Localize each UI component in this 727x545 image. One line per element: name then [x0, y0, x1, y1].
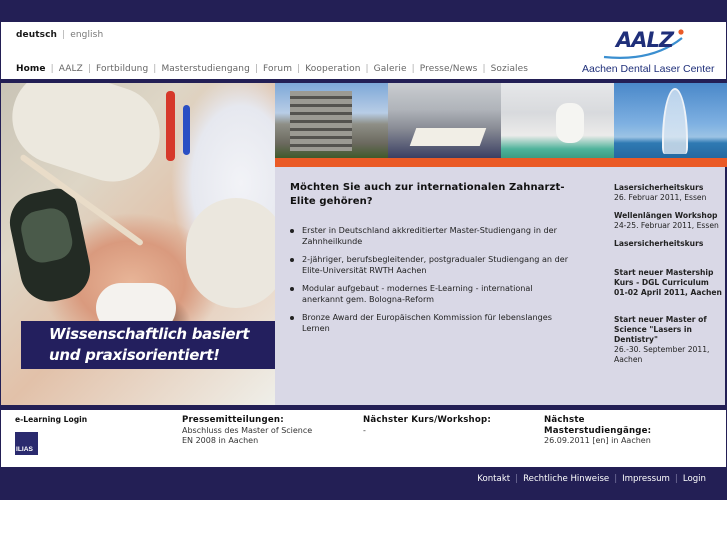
- orange-band: [275, 158, 727, 167]
- footer-nav: [477, 474, 706, 484]
- separator: |: [614, 474, 618, 484]
- language-switcher: [16, 30, 103, 40]
- course-title: Lasersicherheitskurs: [614, 183, 704, 192]
- building-photo: [275, 83, 388, 158]
- benefit-item: Bronze Award der Europäischen Kommission für lebenslanges Lernen: [290, 312, 570, 334]
- next-master-heading-2: Masterstudiengänge:: [544, 425, 652, 436]
- nav-aalz[interactable]: AALZ: [58, 64, 83, 74]
- next-course-heading: Nächster Kurs/Workshop:: [363, 415, 491, 425]
- header: [1, 22, 726, 79]
- next-master-section: [544, 415, 651, 447]
- main-nav: [16, 64, 528, 74]
- course-detail: 26. Februar 2011, Essen: [614, 193, 707, 202]
- press-heading: Pressemitteilungen:: [182, 415, 284, 425]
- separator: |: [674, 474, 678, 484]
- pen-shape: [166, 91, 175, 161]
- hero-content: [275, 167, 727, 405]
- nav-presse-news[interactable]: Presse/News: [419, 64, 478, 74]
- separator: |: [515, 474, 519, 484]
- next-master-value[interactable]: 26.09.2011 [en] in Aachen: [544, 436, 651, 445]
- separator: |: [87, 64, 92, 74]
- course-detail: 26.-30. September 2011, Aachen: [614, 345, 710, 364]
- meeting-photo: [388, 83, 501, 158]
- elearning-heading[interactable]: e-Learning Login: [15, 415, 88, 424]
- info-bar: [1, 410, 726, 467]
- footer-link-login[interactable]: Login: [682, 474, 706, 484]
- course-item[interactable]: [614, 183, 724, 203]
- course-item[interactable]: [614, 315, 724, 365]
- course-title: Wellenlängen Workshop: [614, 211, 718, 220]
- separator: |: [50, 64, 54, 74]
- separator: |: [153, 64, 157, 74]
- logo-letters: AALZ: [616, 28, 674, 52]
- glove-shape: [1, 83, 172, 194]
- benefit-item: Modular aufgebaut - modernes E-Learning - international anerkannt gem. Bologna-Reform: [290, 283, 570, 305]
- nav-galerie[interactable]: Galerie: [373, 64, 407, 74]
- separator: |: [365, 64, 369, 74]
- hero-headline: Möchten Sie auch zur internationalen Zahnarzt-Elite gehören?: [290, 182, 565, 207]
- footer-link-rechtliche-hinweise[interactable]: Rechtliche Hinweise: [523, 474, 610, 484]
- dental-treatment-photo: [1, 83, 275, 405]
- glove-shape: [186, 198, 275, 308]
- next-course-section: [363, 415, 491, 436]
- ilias-login-badge[interactable]: ILIAS: [15, 432, 38, 455]
- pen-shape: [183, 105, 190, 155]
- hero: [1, 83, 727, 405]
- nav-fortbildung[interactable]: Fortbildung: [96, 64, 149, 74]
- nav-soziales[interactable]: Soziales: [490, 64, 529, 74]
- course-title: Lasersicherheitskurs: [614, 239, 704, 248]
- main-copy: [290, 181, 590, 341]
- separator: |: [482, 64, 486, 74]
- nav-forum[interactable]: Forum: [263, 64, 293, 74]
- logo-tagline: Aachen Dental Laser Center: [582, 63, 715, 75]
- photo-strip: [275, 83, 727, 158]
- course-item[interactable]: [614, 211, 724, 231]
- logo-mark: [582, 26, 712, 58]
- aalz-logo[interactable]: [582, 26, 715, 76]
- slogan-line-2: und praxisorientiert!: [49, 346, 220, 364]
- course-item[interactable]: [614, 268, 724, 298]
- next-course-value: -: [363, 425, 366, 435]
- slogan-banner: [21, 321, 275, 369]
- press-link[interactable]: [182, 426, 312, 447]
- separator: |: [411, 64, 415, 74]
- course-title: Start neuer Master of Science "Lasers in Dentistry": [614, 315, 707, 344]
- benefit-item: Erster in Deutschland akkreditierter Master-Studiengang in der Zahnheilkunde: [290, 225, 570, 247]
- press-line-2: EN 2008 in Aachen: [182, 436, 259, 445]
- course-item[interactable]: [614, 239, 724, 249]
- separator: |: [254, 64, 259, 74]
- next-master-heading-1: Nächste: [544, 415, 585, 425]
- press-section: [182, 415, 312, 447]
- nav-kooperation[interactable]: Kooperation: [305, 64, 361, 74]
- nav-masterstudiengang[interactable]: Masterstudiengang: [161, 64, 250, 74]
- nav-home[interactable]: Home: [16, 64, 46, 74]
- benefit-list: [290, 225, 590, 334]
- laser-training-photo: [501, 83, 614, 158]
- course-title: Start neuer Mastership Kurs - DGL Curriculum 01-02 April 2011, Aachen: [614, 268, 722, 297]
- slogan-line-1: Wissenschaftlich basiert: [49, 325, 250, 343]
- footer-link-impressum[interactable]: Impressum: [622, 474, 670, 484]
- footer-link-kontakt[interactable]: Kontakt: [477, 474, 511, 484]
- lang-deutsch[interactable]: deutsch: [16, 30, 58, 40]
- separator: |: [62, 30, 66, 40]
- course-detail: 24-25. Februar 2011, Essen: [614, 221, 719, 230]
- course-list: [614, 183, 724, 373]
- lang-english[interactable]: english: [70, 30, 104, 40]
- benefit-item: 2-jähriger, berufsbegleitender, postgradualer Studiengang an der Elite-Universität RWTH Aachen: [290, 254, 570, 276]
- press-line-1: Abschluss des Master of Science: [182, 425, 313, 435]
- burj-al-arab-photo: [614, 83, 727, 158]
- separator: |: [297, 64, 301, 74]
- elearning-section: [15, 415, 87, 455]
